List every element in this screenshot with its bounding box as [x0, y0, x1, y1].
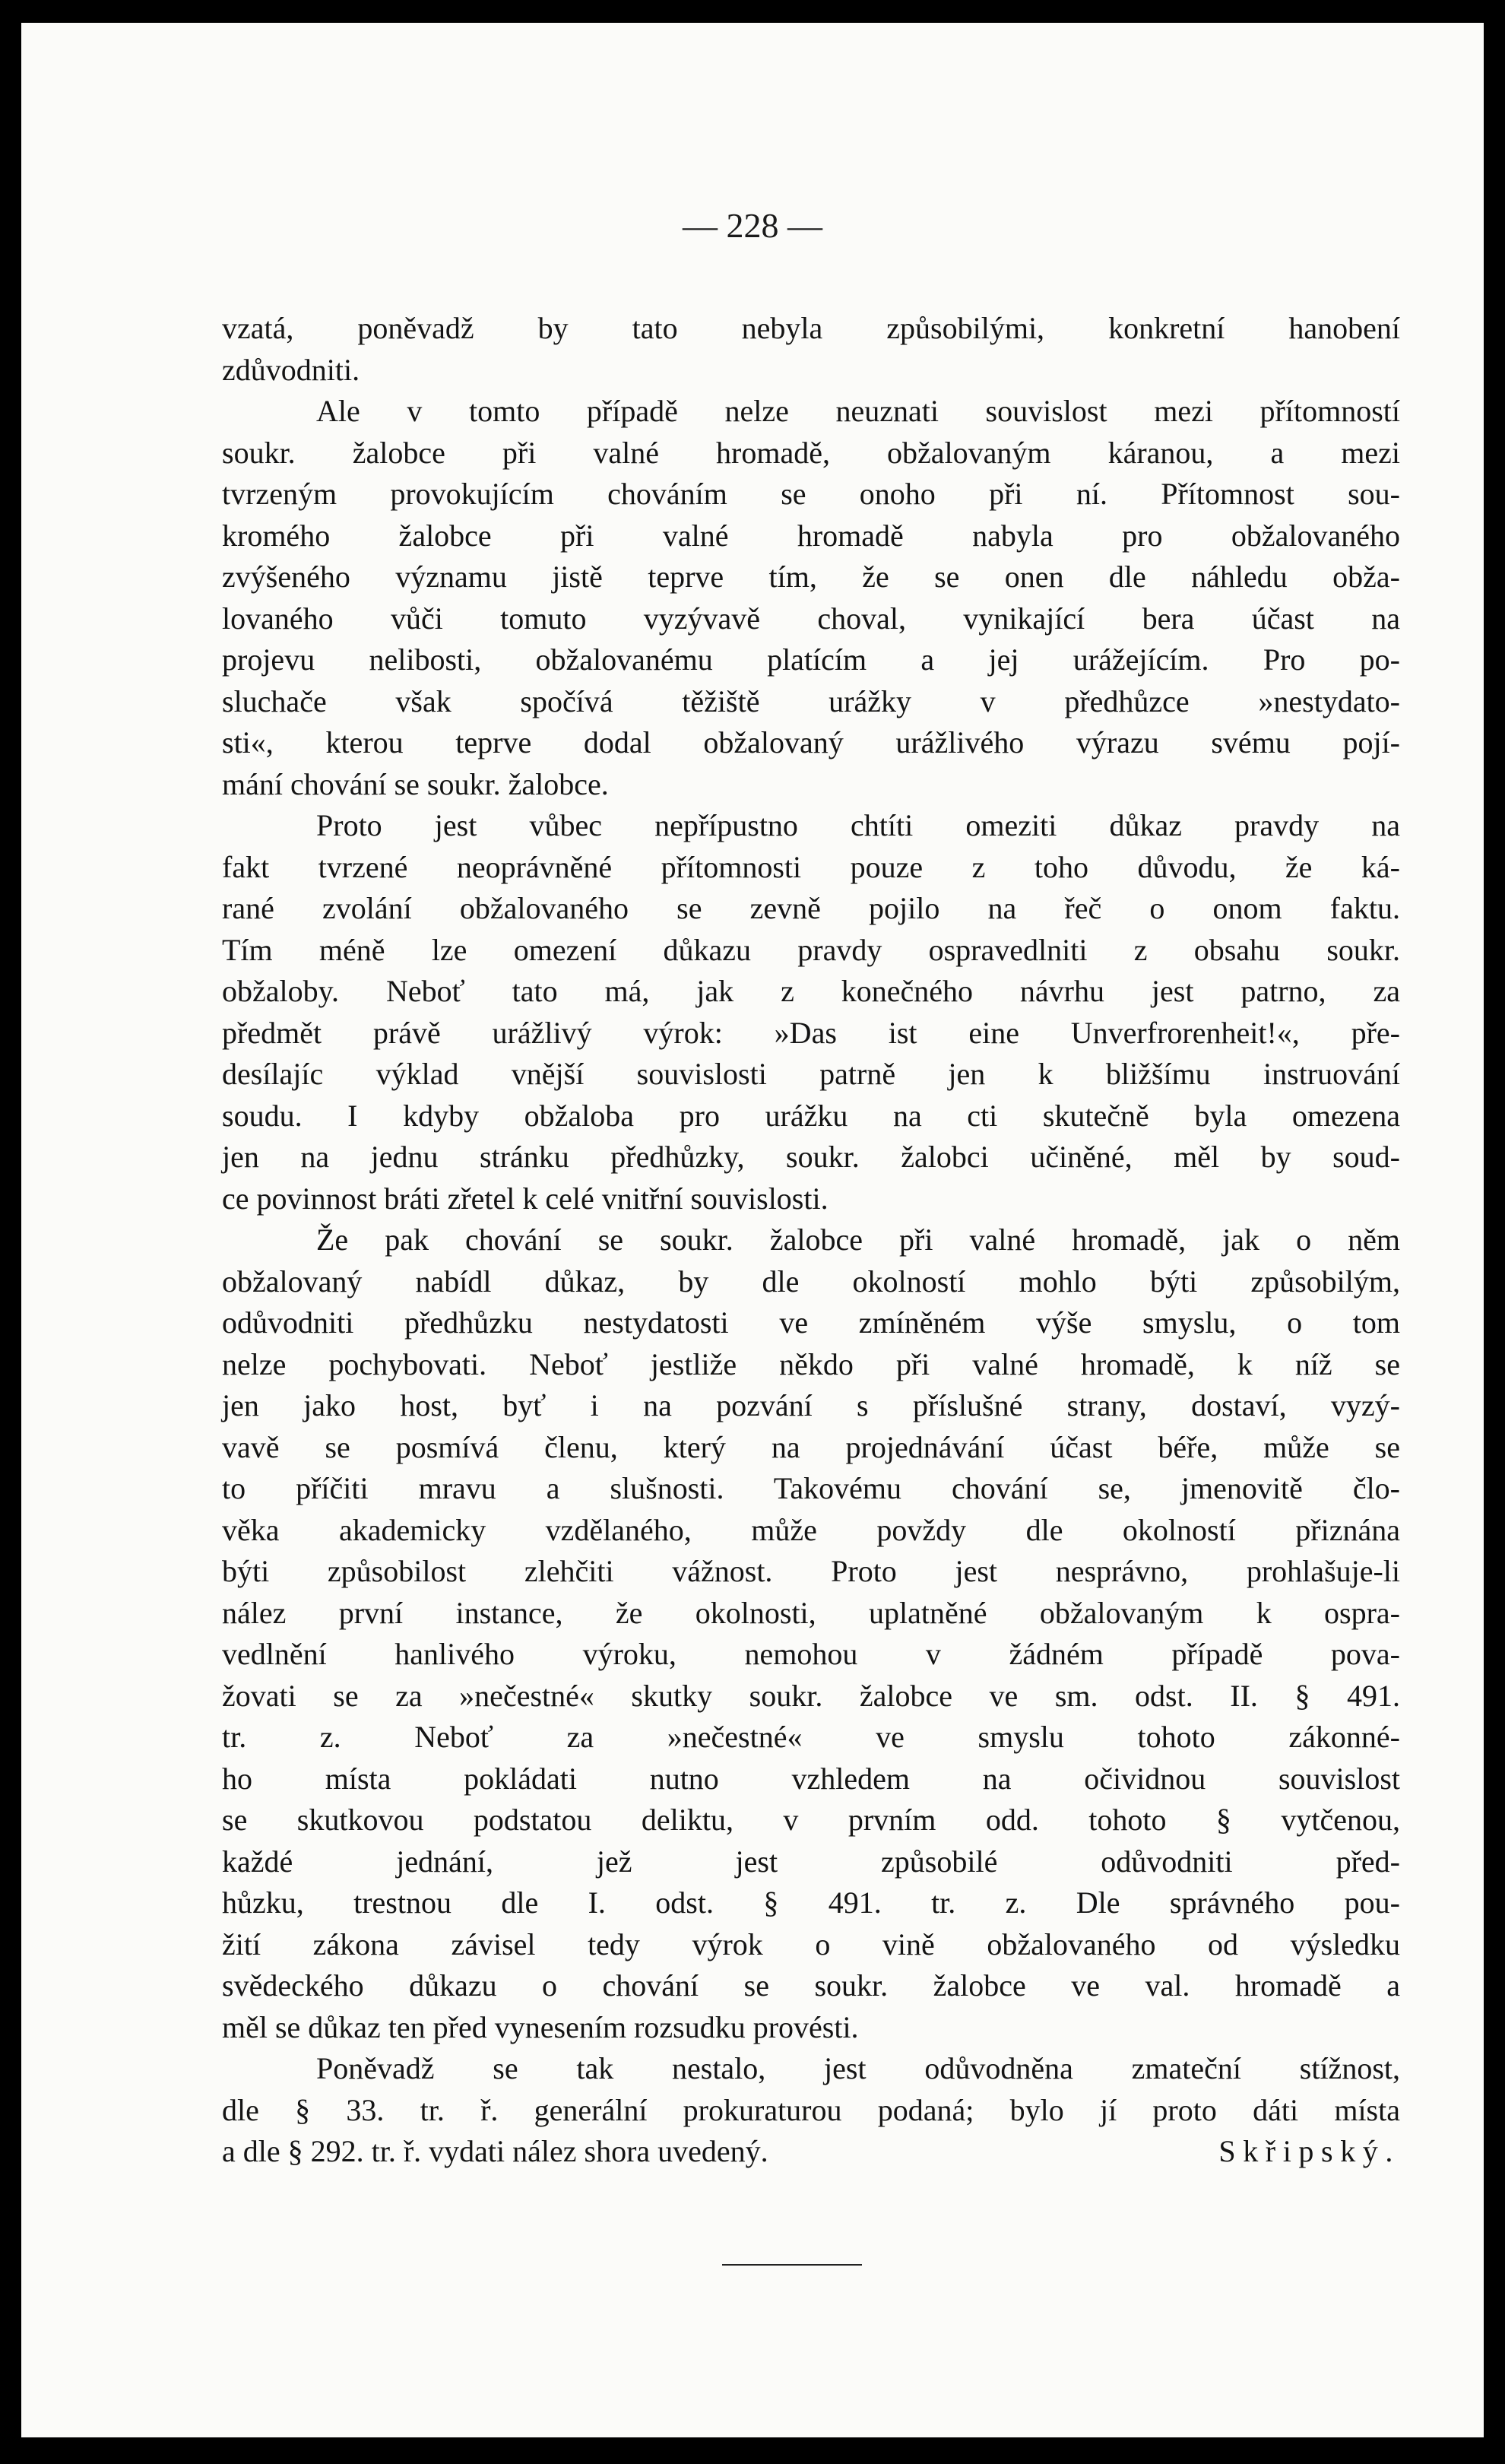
text-line: ce povinnost bráti zřetel k celé vnitřní souvislosti.	[222, 1181, 829, 1216]
text-line: tr. z. Neboť za »nečestné« ve smyslu tohoto zákonné-	[222, 1720, 1400, 1754]
text-line: desílajíc výklad vnější souvislosti patrně jen k bližšímu instruování	[222, 1057, 1400, 1091]
text-line: jen jako host, byť i na pozvání s příslušné strany, dostaví, vyzý-	[222, 1388, 1400, 1422]
text-line: žovati se za »nečestné« skutky soukr. žalobce ve sm. odst. II. § 491.	[222, 1678, 1400, 1713]
text-line: Že pak chování se soukr. žalobce při valné hromadě, jak o něm	[316, 1222, 1400, 1257]
text-line: soukr. žalobce při valné hromadě, obžalovaným káranou, a mezi	[222, 435, 1400, 470]
text-line: projevu nelibosti, obžalovanému platícím a jej urážejícím. Pro po-	[222, 642, 1400, 677]
text-line: býti způsobilost zlehčiti vážnost. Proto jest nesprávno, prohlašuje-li	[222, 1554, 1400, 1588]
text-line: ho místa pokládati nutno vzhledem na očividnou souvislost	[222, 1761, 1400, 1796]
text-line: hůzku, trestnou dle I. odst. § 491. tr. z. Dle správného pou-	[222, 1885, 1400, 1920]
text-line: vzatá, poněvadž by tato nebyla způsobilými, konkretní hanobení	[222, 311, 1400, 345]
text-line: nelze pochybovati. Neboť jestliže někdo při valné hromadě, k níž se	[222, 1346, 1400, 1381]
text-line: se skutkovou podstatou deliktu, v prvním odd. tohoto § vytčenou,	[222, 1803, 1400, 1837]
text-line: to příčiti mravu a slušnosti. Takovému chování se, jmenovitě člo-	[222, 1471, 1400, 1505]
text-line: zdůvodniti.	[222, 352, 360, 387]
text-line: odůvodniti předhůzku nestydatosti ve zmíněném výše smyslu, o tom	[222, 1305, 1400, 1340]
text-line: rané zvolání obžalovaného se zevně pojilo na řeč o onom faktu.	[222, 891, 1400, 925]
text-line: soudu. I kdyby obžaloba pro urážku na cti skutečně byla omezena	[222, 1098, 1400, 1133]
text-line: věka akademicky vzdělaného, může povždy dle okolností přiznána	[222, 1512, 1400, 1547]
page-number: — 228 —	[683, 206, 822, 245]
text-line: Poněvadž se tak nestalo, jest odůvodněna zmateční stížnost,	[316, 2051, 1400, 2085]
closing-line	[222, 2131, 1400, 2173]
text-line: měl se důkaz ten před vynesením rozsudku provésti.	[222, 2009, 859, 2044]
text-line: obžaloby. Neboť tato má, jak z konečného návrhu jest patrno, za	[222, 974, 1400, 1008]
text-line: dle § 33. tr. ř. generální prokuraturou podaná; bylo jí proto dáti místa	[222, 2092, 1400, 2127]
signature: Skřipský.	[1218, 2134, 1400, 2168]
text-line: nález první instance, že okolnosti, uplatněné obžalovaným k ospra-	[222, 1595, 1400, 1630]
end-rule	[722, 2264, 862, 2266]
text-line: fakt tvrzené neoprávněné přítomnosti pouze z toho důvodu, že ká-	[222, 849, 1400, 884]
text-line: obžalovaný nabídl důkaz, by dle okolností mohlo býti způsobilým,	[222, 1264, 1400, 1299]
text-line: žití zákona závisel tedy výrok o vině obžalovaného od výsledku	[222, 1926, 1400, 1961]
text-line: vavě se posmívá členu, který na projednávání účast béře, může se	[222, 1429, 1400, 1464]
text-line: sluchače však spočívá těžiště urážky v předhůzce »nestydato-	[222, 683, 1400, 718]
text-line: každé jednání, jež jest způsobilé odůvodniti před-	[222, 1844, 1400, 1879]
text-line: jen na jednu stránku předhůzky, soukr. žalobci učiněné, měl by soud-	[222, 1140, 1400, 1174]
text-line: vedlnění hanlivého výroku, nemohou v žádném případě pova-	[222, 1637, 1400, 1671]
text-line: Proto jest vůbec nepřípustno chtíti omeziti důkaz pravdy na	[316, 808, 1400, 842]
text-line: tvrzeným provokujícím chováním se onoho při ní. Přítomnost sou-	[222, 477, 1400, 511]
text-line: Tím méně lze omezení důkazu pravdy ospravedlniti z obsahu soukr.	[222, 932, 1400, 967]
text-line: a dle § 292. tr. ř. vydati nález shora uvedený.	[222, 2134, 768, 2168]
document-page	[21, 23, 1484, 2437]
text-line: kromého žalobce při valné hromadě nabyla pro obžalovaného	[222, 518, 1400, 553]
body-text	[222, 308, 1400, 2173]
text-line: předmět právě urážlivý výrok: »Das ist eine Unverfrorenheit!«, pře-	[222, 1015, 1400, 1050]
text-line: zvýšeného významu jistě teprve tím, že se onen dle náhledu obža-	[222, 560, 1400, 594]
text-line: Ale v tomto případě nelze neuznati souvislost mezi přítomností	[316, 394, 1400, 428]
text-line: sti«, kterou teprve dodal obžalovaný urážlivého výrazu svému pojí-	[222, 725, 1400, 759]
text-line: mání chování se soukr. žalobce.	[222, 766, 609, 801]
text-line: lovaného vůči tomuto vyzývavě choval, vynikající bera účast na	[222, 601, 1400, 636]
text-line: svědeckého důkazu o chování se soukr. žalobce ve val. hromadě a	[222, 1968, 1400, 2003]
